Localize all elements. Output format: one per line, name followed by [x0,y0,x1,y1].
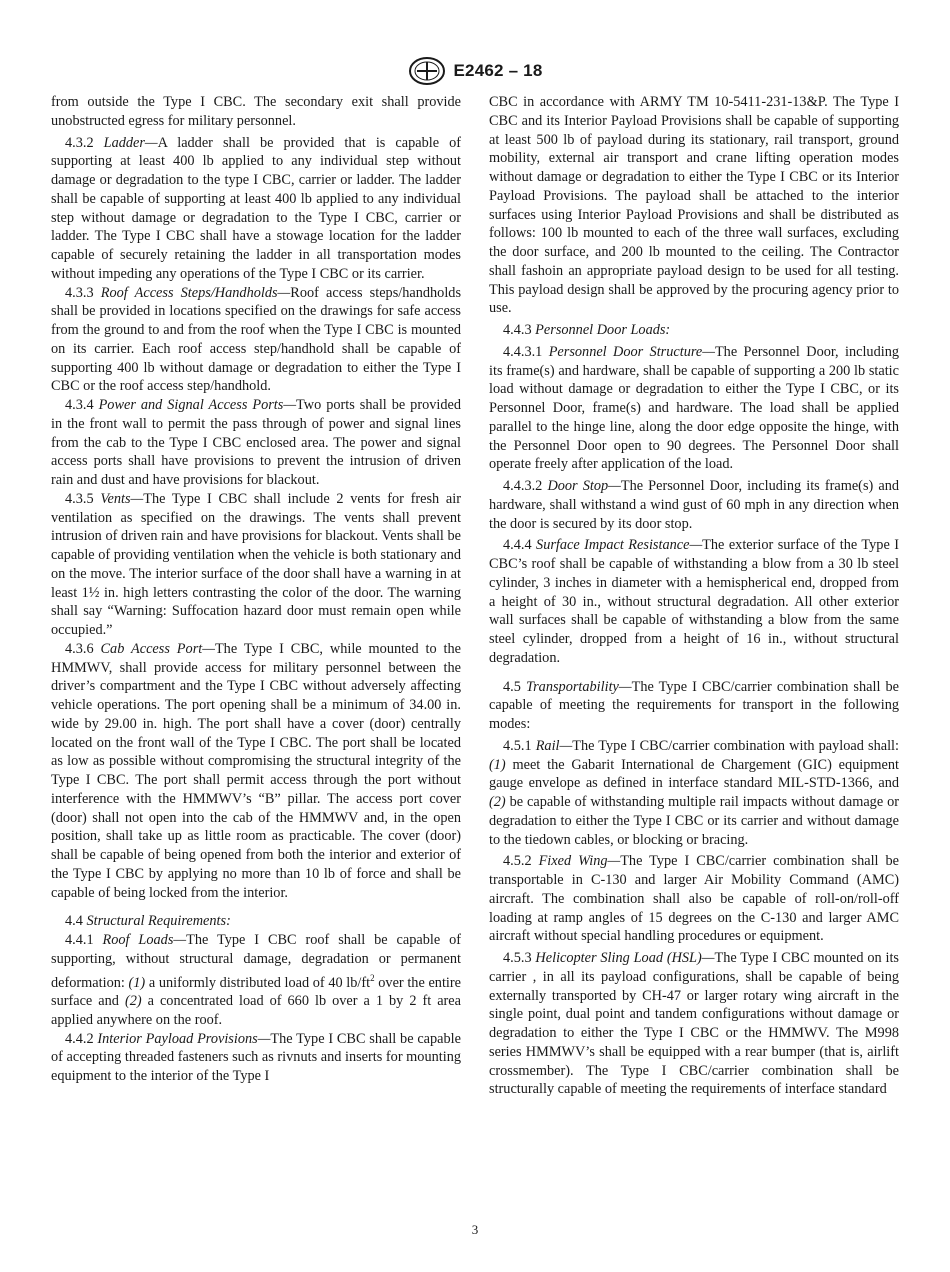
section-4-5-2: 4.5.2 Fixed Wing—The Type I CBC/carrier combination shall be transportable in C-130 and larger Air Mobility Command (AMC) aircraft. The combination shall also be capable of roll-on/roll-off loading at ramp angles of 15 degrees on the C-130 and larger AMC aircraft without special handling procedures or equipment. [489,853,899,945]
section-4-3-3: 4.3.3 Roof Access Steps/Handholds—Roof access steps/handholds shall be provided in locations specified on the drawings for safe access from the ground to and from the roof when the Type I CBC is mounted on its carrier. Each roof access step/handhold shall be capable of supporting 400 lb without damage or degradation to either the Type I CBC or the roof access step/handhold. [51,284,462,395]
section-4-4-1: 4.4.1 Roof Loads—The Type I CBC roof shall be capable of supporting, without structural damage, degradation or permanent deformation: (1) a uniformly distributed load of 40 $lb/ft^2$ over the entire surface and (2) a concentrated load of 660 lb over a 1 by 2 ft area applied anywhere on the roof. [51,932,462,1028]
page-number: 3 [471,1222,479,1237]
section-4-3-5: 4.3.5 Vents—The Type I CBC shall include 2 vents for fresh air ventilation as specified on the drawings. The vents shall prevent intrusion of driven rain and have provisions for blackout. Vents shall be capable of providing ventilation when the vehicle is both stationary and on the move. The interior surface of the door shall have a warning in at least 1½ in. high letters contrasting the color of the door. The warning shall say “Warning: Suffocation hazard door must remain open while occupied.” [51,490,461,638]
paragraph: CBC in accordance with ARMY TM 10-5411-231-13&P. The Type I CBC and its Interior Payload Provisions shall be capable of supporting at least 500 lb of payload during its stationary, rail transport, ground mobility, external air transport and crane lifting operation modes without damage or degradation to either the Type I CBC or its Interior Payload Provisions. The payload shall be attached to the interior surfaces using Interior Payload Provisions and shall be distributed as follows: 100 lb mounted to each of the three wall surfaces, excluding the door surface, and 200 lb mounted to the ceiling. The Contractor shall fashoin an appropriate payload design to be used for all testing. This payload design shall be approved by the procuring agency prior to use. [489,94,899,317]
section-4-4-4: 4.4.4 Surface Impact Resistance—The exterior surface of the Type I CBC’s roof shall be capable of withstanding a blow from a 30 lb steel cylinder, 3 inches in diameter with a hemispherical end, dropped from a height of 30 in., without structural degradation. All other exterior wall surfaces shall be capable of withstanding a blow from the same steel cylinder, dropped from a height of 16 in., without structural degradation. [489,537,900,666]
astm-logo-icon [408,56,446,86]
page-header [0,56,950,86]
section-4-4-3-2: 4.4.3.2 Door Stop—The Personnel Door, including its frame(s) and hardware, shall withstand a wind gust of 60 mph in any direction when the door is secured by its door stop. [489,478,900,532]
left-column [51,93,461,1086]
section-4-3-6: 4.3.6 Cab Access Port—The Type I CBC, while mounted to the HMMWV, shall provide access for military personnel between the driver’s compartment and the Type I CBC without adversely affecting vehicle operations. The port opening shall be a minimum of 34.00 in. wide by 29.00 in. high. The port shall have a cover (door) centrally located on the front wall of the Type I CBC. The port shall be located as low as possible without compromising the structural integrity of the Type I CBC. The port shall permit access through the port without interference with the HMMWV’s “B” pillar. The access port cover (door) shall not open into the cab of the HMMWV and, in the open position, shall take up as little room as practicable. The cover (door) shall be capable of being opened from both the interior and exterior of the Type I CBC by applying no more than 10 lb of force and shall be capable of being locked from the interior. [51,640,461,901]
right-column [489,93,899,1099]
section-4-3-4: 4.3.4 Power and Signal Access Ports—Two ports shall be provided in the front wall to permit the pass through of power and signal lines from the cab to the Type I CBC enclosed area. The power and signal access ports shall have provisions to prevent the intrusion of driven rain and dust and have provisions for blackout. [51,397,461,488]
section-4-4-2: 4.4.2 Interior Payload Provisions—The Type I CBC shall be capable of accepting threaded fasteners such as rivnuts and inserts for mounting equipment to the interior of the Type I [51,1030,461,1085]
section-4-4-heading: 4.4 Structural Requirements: [65,913,231,930]
section-4-4-3-1: 4.4.3.1 Personnel Door Structure—The Personnel Door, including its frame(s) and hardware, shall be capable of supporting a 200 lb static load without damage or degradation to either the Type I CBC, or its Personnel Door, frame(s) and hardware. The load shall be applied parallel to the hinge line, along the door edge opposite the hinge, with the Personnel Door open to 90 degrees. The Personnel Door shall operate freely after application of the load. [489,343,899,473]
document-designation: E2462 – 18 [453,61,543,80]
section-4-5: 4.5 Transportability—The Type I CBC/carrier combination shall be capable of meeting the requirements for transport in the following modes: [489,678,899,732]
paragraph: from outside the Type I CBC. The secondary exit shall provide unobstructed egress for military personnel. [51,94,461,129]
section-4-5-3: 4.5.3 Helicopter Sling Load (HSL)—The Type I CBC mounted on its carrier , in all its payload configurations, shall be capable of being externally transported by CH-47 or larger rotary wing aircraft in the single point, dual point and tandem configurations without damage or degradation to either the Type I CBC or the HMMWV. The M998 series HMMWV’s shall be equipped with a rear bumper (that is, airlift crossmember). The Type I CBC/carrier combination shall be structurally capable of meeting the requirements of interface standard [489,950,899,1098]
section-4-5-1: 4.5.1 Rail—The Type I CBC/carrier combination with payload shall: (1) meet the Gabarit International de Chargement (GIC) equipment gauge envelope as defined in interface standard MIL-STD-1366, and (2) be capable of withstanding multiple rail impacts without damage or degradation to either the Type I CBC or its carrier and without damage to the tiedown cables, or blocking or bracing. [489,737,899,848]
section-4-3-2: 4.3.2 Ladder—A ladder shall be provided that is capable of supporting at least 400 lb applied to any individual step without damage or degradation to the type I CBC, carrier or ladder. The ladder shall be capable of supporting at least 400 lb applied to any individual step without damage or degradation to the Type I CBC, carrier or ladder. The Type I CBC shall have a stowage location for the ladder capable of securely retaining the ladder in all transportation modes without impeding any operations of the Type I CBC or its carrier. [51,134,461,282]
section-4-4-3-heading: 4.4.3 Personnel Door Loads: [503,322,671,338]
